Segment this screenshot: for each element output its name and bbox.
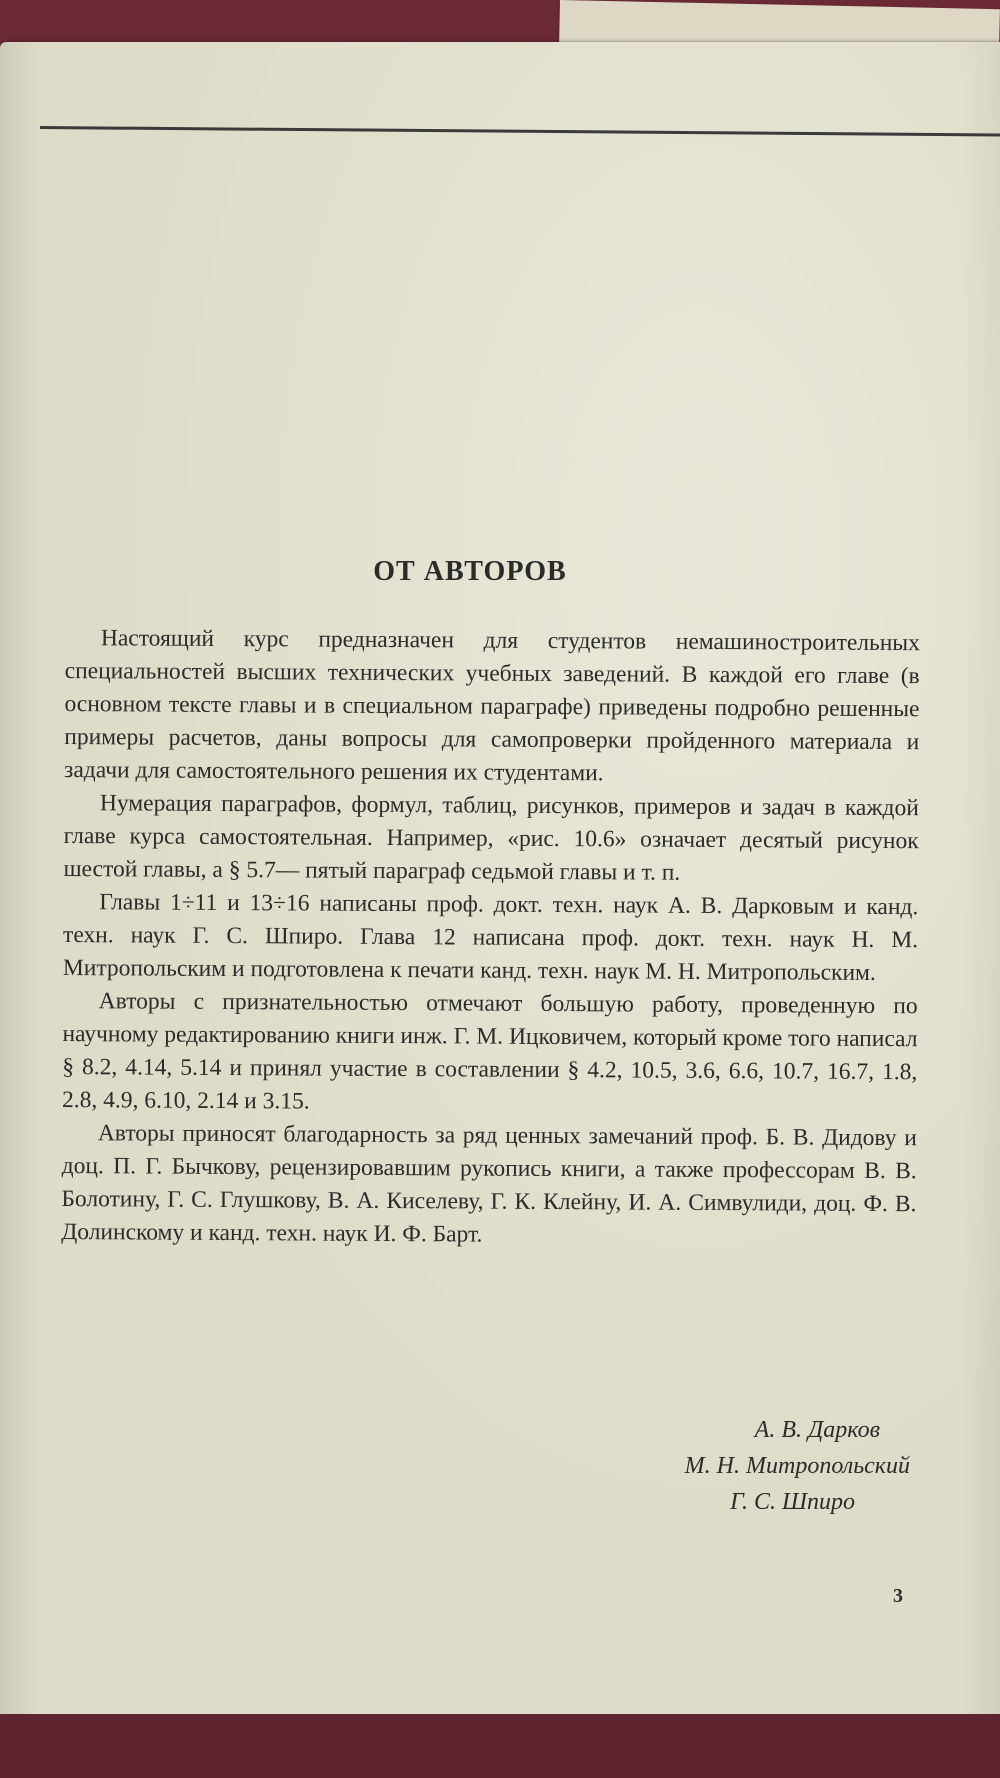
page-heading: ОТ АВТОРОВ [373, 556, 567, 587]
preface-body [61, 622, 920, 1254]
signature-darkov: А. В. Дарков [754, 1417, 880, 1443]
signature-shpiro: Г. С. Шпиро [730, 1489, 855, 1515]
page-number: 3 [893, 1585, 903, 1607]
author-signatures [685, 1412, 910, 1520]
signature-mitropolsky: М. Н. Митропольский [684, 1453, 910, 1479]
paragraph-editor-thanks: Авторы с признательностью отмечают большую работу, проведенную по научному редактированию книги инж. Г. М. Ицковичем, который кроме того написал § 8.2, 4.14, 5.14 и принял участие в составлении § 4.2, 10.5, 3.6, 6.6, 10.7, 16.7, 1.8, 2.8, 4.9, 6.10, 2.14 и 3.15. [62, 988, 918, 1115]
paragraph-course-purpose: Настоящий курс предназначен для студентов немашиностроительных специальностей высших технических учебных заведений. В каждой его главе (в основном тексте главы и в специальном параграфе) приведены подробно решенные примеры расчетов, даны вопросы для самопроверки пройденного материала и задачи для самостоятельного решения их студентами. [64, 625, 920, 787]
paragraph-chapter-authors: Главы 1÷11 и 13÷16 написаны проф. докт. техн. наук А. В. Дарковым и канд. техн. наук Г. С. Шпиро. Глава 12 написана проф. докт. техн. наук Н. М. Митропольским и подготовлена к печати канд. техн. наук М. Н. Митропольским. [62, 889, 919, 986]
cover-edge [0, 1714, 1000, 1778]
paragraph-numbering: Нумерация параграфов, формул, таблиц, рисунков, примеров и задач в каждой главе курса самостоятельная. Например, «рис. 10.6» означает десятый рисунок шестой главы, а § 5.7— пятый параграф седьмой главы и т. п. [63, 790, 919, 886]
paragraph-reviewer-thanks: Авторы приносят благодарность за ряд ценных замечаний проф. Б. В. Дидову и доц. П. Г. Бычкову, рецензировавшим рукопись книги, а также профессорам В. В. Болотину, Г. С. Глушкову, В. А. Киселеву, Г. К. Клейну, И. А. Симвулиди, доц. Ф. В. Долинскому и канд. техн. наук И. Ф. Барт. [61, 1120, 917, 1248]
